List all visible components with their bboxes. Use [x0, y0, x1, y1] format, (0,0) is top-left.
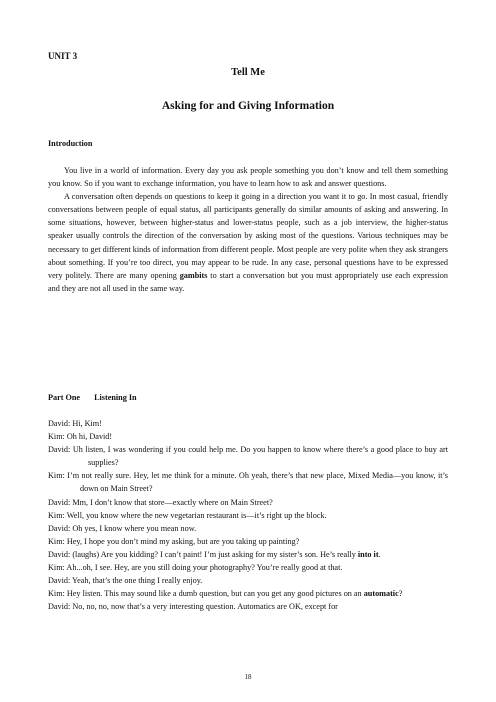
dialog-line [48, 548, 448, 561]
page-title: Tell Me [231, 67, 265, 78]
dialogue [48, 417, 448, 613]
dialog-line: David: Uh listen, I was wondering if you could help me. Do you happen to know where there’s a good place to buy art supplies? [48, 445, 448, 468]
intro-heading: Introduction [48, 139, 93, 148]
page-number: 18 [244, 673, 252, 681]
dialog-text: . [378, 549, 381, 559]
dialog-term-into-it: into it [357, 549, 379, 559]
intro-paragraph-1: You live in a world of information. Every day you ask people something you don’t know and tell them something you know. So if you want to exchange information, you have to learn how to ask and answer questions. [48, 166, 448, 189]
dialog-line: David: Mm, I don’t know that store—exactly where on Main Street? [48, 497, 273, 507]
dialog-line: Kim: Oh hi, David! [48, 432, 113, 442]
intro-paragraph-2 [48, 190, 448, 295]
dialog-term-automatic: automatic [363, 589, 399, 599]
dialog-line: Kim: Ah...oh, I see. Hey, are you still doing your photography? You’re really good at that. [48, 563, 343, 573]
dialog-text: David: (laughs) Are you kidding? I can’t paint! I’m just asking for my sister’s son. He’s really [48, 549, 358, 559]
dialog-line: David: No, no, no, now that’s a very interesting question. Automatics are OK, except for [48, 602, 338, 612]
dialog-line: David: Yeah, that’s the one thing I really enjoy. [48, 576, 203, 586]
dialog-text: Kim: Hey listen. This may sound like a dumb question, but can you get any good pictures on an [48, 589, 364, 599]
intro-p2-text-b: to start a conversation but you must appropriately use each expression and they are not all used in the same way. [48, 270, 448, 293]
dialog-text: ? [398, 589, 403, 599]
dialog-line: David: Oh yes, I know where you mean now. [48, 523, 197, 533]
dialog-line: Kim: Well, you know where the new vegetarian restaurant is—it’s right up the block. [48, 510, 327, 520]
dialog-line: Kim: Hey, I hope you don’t mind my asking, but are you taking up painting? [48, 536, 300, 546]
intro-p2-text-a: A conversation often depends on questions to keep it going in a direction you want it to go. In most casual, friendly conversations between people of equal status, all participants generally do similar amounts of asking and answering. In some situations, however, between higher-status and lower-status people, such as a job interview, the higher-status speaker usually controls the direction of the conversation by asking most of the questions. Various techniques may be necessary to get different kinds of information from different people. Most people are very polite when they ask strangers about something. If you’re too direct, you may appear to be rude. In any case, personal questions have to be expressed very politely. There are many opening [48, 192, 448, 280]
dialog-line [48, 587, 448, 600]
page-subtitle: Asking for and Giving Information [161, 100, 335, 112]
part-label: Part One [48, 393, 81, 402]
part-title: Listening In [94, 393, 137, 402]
dialog-line: Kim: I’m not really sure. Hey, let me think for a minute. Oh yeah, there’s that new place, Mixed Media—you know, it’s down on Main Street? [48, 471, 448, 494]
dialog-line: David: Hi, Kim! [48, 419, 102, 428]
intro-p2-gambits: gambits [179, 270, 208, 280]
unit-label: UNIT 3 [48, 51, 78, 61]
part-heading [48, 391, 137, 404]
intro-body [48, 164, 448, 295]
